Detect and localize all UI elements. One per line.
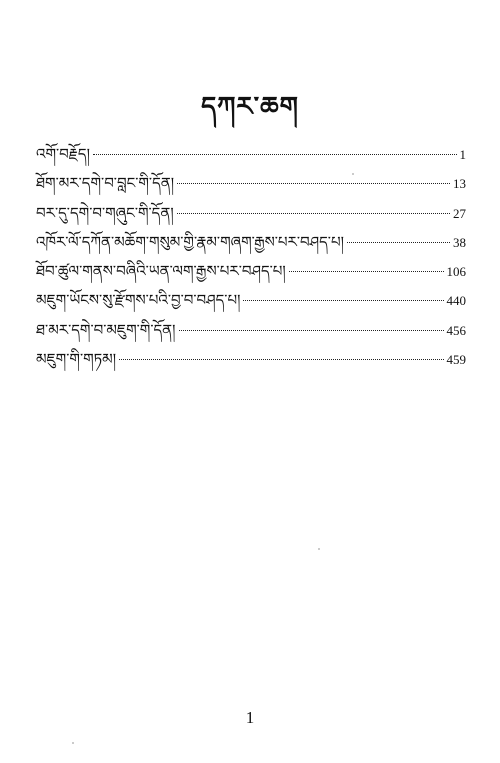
toc-entry-page: 459 [446, 352, 466, 368]
toc-entry-page: 456 [446, 322, 466, 338]
toc-entry-title: འཁོར་ལོ་དཀོན་མཆོག་གསུམ་གྱི་རྣམ་གཞག་རྒྱས་པར་བཤད་པ། [36, 232, 344, 251]
table-of-contents [36, 138, 466, 372]
toc-entry-title: ཐོབ་ཚུལ་གནས་བཞིའི་ཡན་ལག་རྒྱས་པར་བཤད་པ། [36, 262, 286, 281]
dot-leader [179, 330, 444, 331]
dot-leader [177, 213, 450, 214]
dot-leader [289, 271, 444, 272]
toc-entry-page: 13 [453, 176, 466, 192]
dot-leader [243, 300, 443, 301]
dot-leader [347, 242, 450, 243]
toc-entry-title: ཐ་མར་དགེ་བ་མཇུག་གི་དོན། [36, 320, 176, 339]
toc-entry [36, 343, 466, 372]
toc-entry-page: 38 [453, 234, 466, 250]
dot-leader [177, 183, 450, 184]
toc-entry-title: མཇུག་ཡོངས་སུ་རྫོགས་པའི་བྱ་བ་བཤད་པ། [36, 291, 241, 310]
toc-entry [36, 197, 466, 226]
toc-entry-title: བར་དུ་དགེ་བ་གཞུང་གི་དོན། [36, 203, 174, 222]
page-number: 1 [245, 708, 255, 727]
toc-entry [36, 314, 466, 343]
toc-entry [36, 167, 466, 196]
scan-speck [72, 742, 74, 744]
toc-entry-title: མཇུག་གི་གཏམ། [36, 350, 117, 369]
scan-speck [352, 173, 354, 175]
dot-leader [93, 154, 457, 155]
toc-entry-page: 440 [446, 293, 466, 309]
toc-entry [36, 226, 466, 255]
toc-entry-title: ཐོག་མར་དགེ་བ་བླང་གི་དོན། [36, 174, 175, 193]
toc-entry-page: 27 [453, 205, 466, 221]
toc-entry-page: 1 [459, 147, 466, 162]
toc-entry-page: 106 [446, 264, 466, 280]
scan-speck [318, 548, 320, 550]
dot-leader [119, 359, 443, 360]
toc-entry-title: འགོ་བརྗོད། [36, 145, 90, 163]
toc-entry [36, 138, 466, 167]
page-title: དཀར་ཆག [201, 92, 299, 122]
toc-entry [36, 255, 466, 284]
